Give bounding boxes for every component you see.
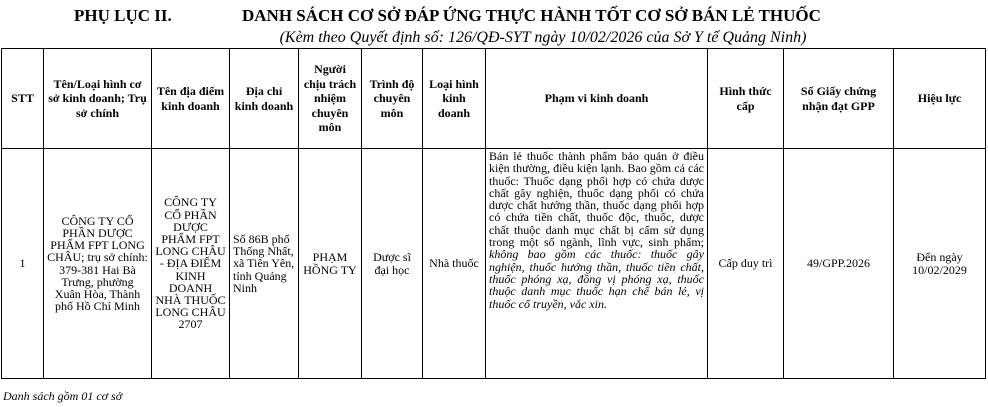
document-title: DANH SÁCH CƠ SỞ ĐÁP ỨNG THỰC HÀNH TỐT CƠ SỞ BÁN LẺ THUỐC: [242, 6, 821, 25]
title-row: [0, 6, 988, 28]
cell-business: CÔNG TY CỔ PHẦN DƯỢC PHẨM FPT LONG CHÂU; trụ sở chính: 379-381 Hai Bà Trưng, phường Xuân Hòa, Thành phố Hồ Chí Minh: [44, 149, 152, 379]
header-qualification: Trình độ chuyên môn: [362, 49, 423, 149]
cell-type: Nhà thuốc: [423, 149, 486, 379]
table-row: [2, 149, 986, 379]
header-type: Loại hình kinh doanh: [423, 49, 486, 149]
header-stt: STT: [2, 49, 44, 149]
gpp-list-table: [1, 48, 986, 379]
header-person: Người chịu trách nhiệm chuyên môn: [299, 49, 362, 149]
header-validity: Hiệu lực: [894, 49, 986, 149]
cell-stt: 1: [2, 149, 44, 379]
cell-qualification: Dược sĩ đại học: [362, 149, 423, 379]
header-issue-form: Hình thức cấp: [708, 49, 784, 149]
header-business: Tên/Loại hình cơ sở kinh doanh; Trụ sở chính: [44, 49, 152, 149]
cell-person: PHẠM HỒNG TY: [299, 149, 362, 379]
cell-validity: Đến ngày 10/02/2029: [894, 149, 986, 379]
cell-issue-form: Cấp duy trì: [708, 149, 784, 379]
header-address: Địa chỉ kinh doanh: [230, 49, 299, 149]
header-gpp-number: Số Giấy chứng nhận đạt GPP: [784, 49, 894, 149]
cell-location-name: CÔNG TY CỔ PHẦN DƯỢC PHẨM FPT LONG CHÂU - ĐỊA ĐIỂM KINH DOANH NHÀ THUỐC LONG CHÂU 2707: [152, 149, 230, 379]
scope-italic-text: không bao gồm các thuốc: thuốc gây nghiện, thuốc hướng thần, thuốc tiền chất, thuốc phóng xạ, đồng vị phóng xạ, thuốc thuộc danh mục thuốc hạn chế bán lẻ, vị thuốc cổ truyền, vắc xin.: [489, 247, 704, 311]
scope-regular-text: Bán lẻ thuốc thành phẩm bảo quản ở điều kiện thường, điều kiện lạnh. Bao gồm cả các thuốc: Thuốc dạng phối hợp có chứa dược chất gây nghiện, thuốc dạng phối có chứa dược chất hướng thần, thuốc dạng phối hợp có chứa tiền chất, thuốc độc, thuốc, dược chất thuộc danh mục chất bị cấm sử dụng trong một số ngành, lĩnh vực, sinh phẩm;: [489, 149, 704, 250]
cell-address: Số 86B phố Thống Nhất, xã Tiên Yên, tỉnh Quảng Ninh: [230, 149, 299, 379]
footer-note: Danh sách gồm 01 cơ sở: [3, 389, 123, 403]
header-location-name: Tên địa điểm kinh doanh: [152, 49, 230, 149]
appendix-label: PHỤ LỤC II.: [74, 6, 172, 25]
header-scope: Phạm vi kinh doanh: [486, 49, 708, 149]
table-header-row: [2, 49, 986, 149]
document-subtitle: (Kèm theo Quyết định số: 126/QĐ-SYT ngày 10/02/2026 của Sở Y tế Quảng Ninh): [279, 29, 807, 46]
cell-scope: [486, 149, 708, 379]
cell-gpp-number: 49/GPP.2026: [784, 149, 894, 379]
